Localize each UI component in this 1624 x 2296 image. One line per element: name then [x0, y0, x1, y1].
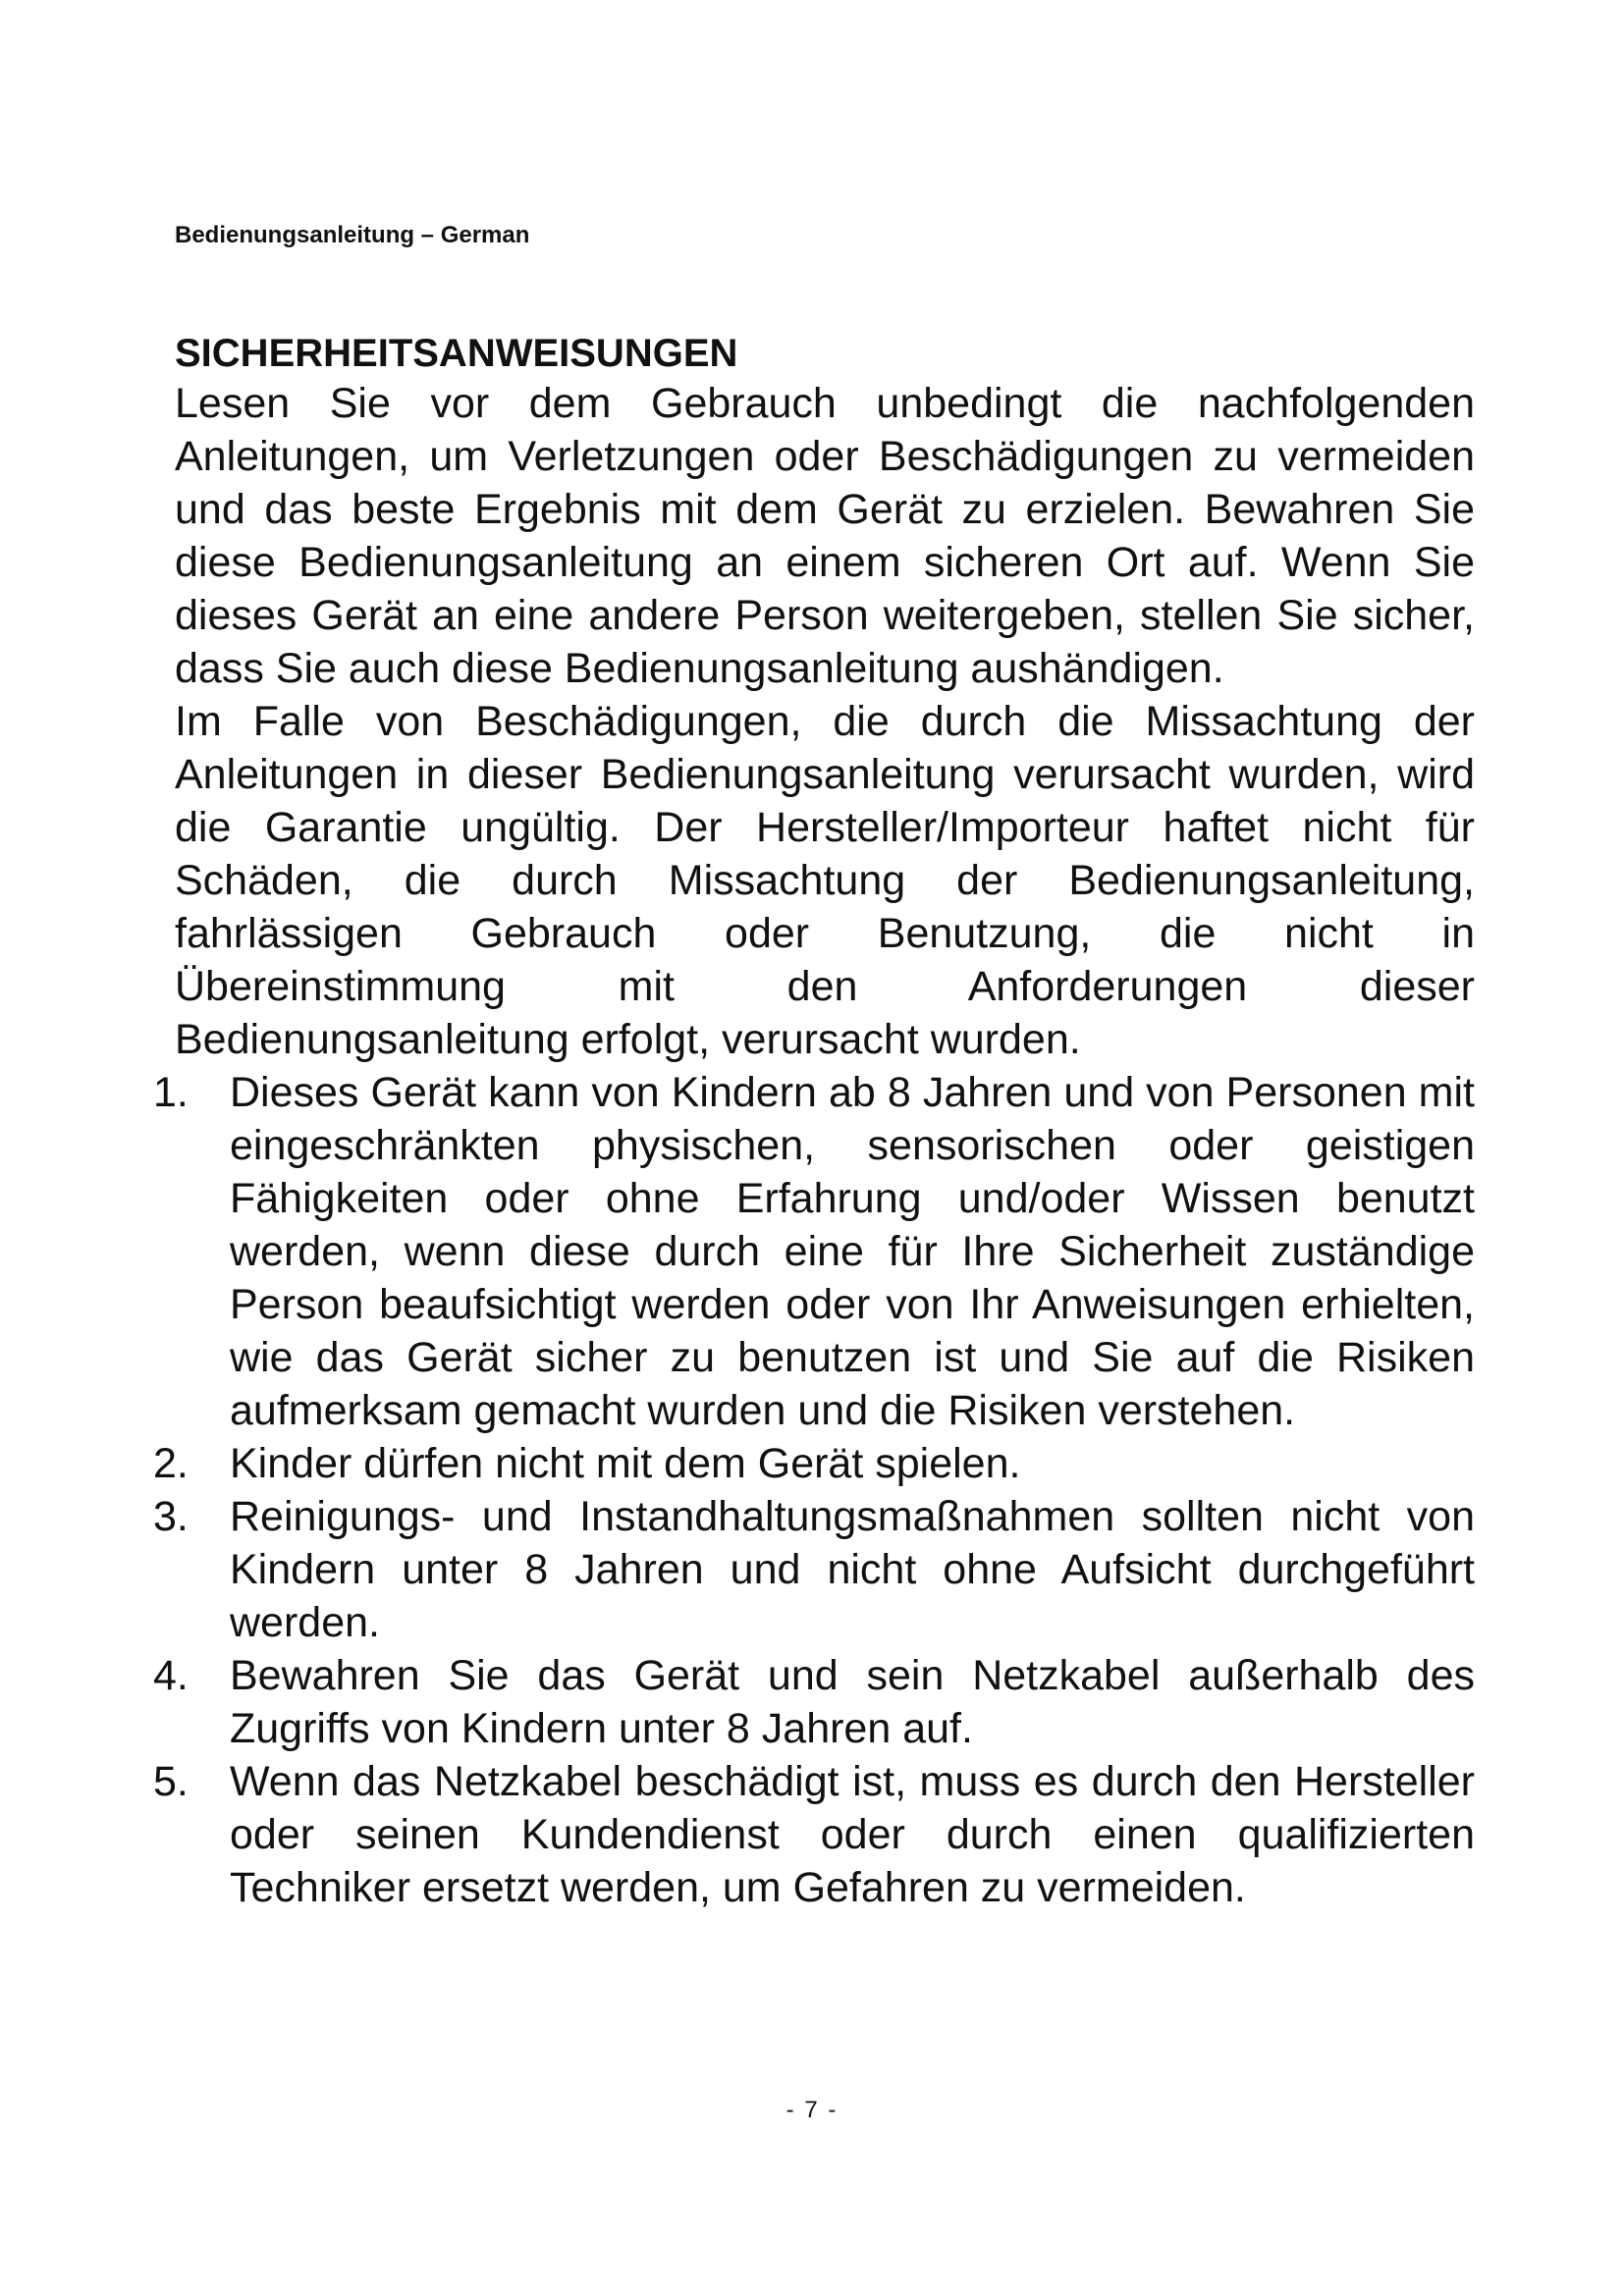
list-item-text: Reinigungs- und Instandhaltungsmaßnahmen sollten nicht von Kindern unter 8 Jahren und nicht ohne Aufsicht durchgeführt werden. — [230, 1493, 1475, 1646]
list-item-text: Bewahren Sie das Gerät und sein Netzkabel außerhalb des Zugriffs von Kindern unter 8 Jahren auf. — [230, 1652, 1475, 1752]
safety-instructions-section — [153, 330, 1475, 1914]
list-item — [153, 1649, 1475, 1755]
list-item — [153, 1490, 1475, 1649]
section-title: SICHERHEITSANWEISUNGEN — [175, 332, 738, 375]
list-item-text: Wenn das Netzkabel beschädigt ist, muss es durch den Hersteller oder seinen Kundendienst oder durch einen qualifizierten Techniker ersetzt werden, um Gefahren zu vermeiden. — [230, 1758, 1475, 1911]
list-item-text: Dieses Gerät kann von Kindern ab 8 Jahren und von Personen mit eingeschränkten physischen, sensorischen oder geistigen Fähigkeiten oder ohne Erfahrung und/oder Wissen benutzt werden, wenn diese durch eine für Ihre Sicherheit zuständige Person beaufsichtigt werden oder von Ihr Anweisungen erhielten, wie das Gerät sicher zu benutzen ist und Sie auf die Risiken aufmerksam gemacht wurden und die Risiken verstehen. — [230, 1069, 1475, 1434]
intro-paragraph: Lesen Sie vor dem Gebrauch unbedingt die nachfolgenden Anleitungen, um Verletzungen oder Beschädigungen zu vermeiden und das beste Ergebnis mit dem Gerät zu erzielen. Bewahren Sie diese Bedienungsanleitung an einem sicheren Ort auf. Wenn Sie dieses Gerät an eine andere Person weitergeben, stellen Sie sicher, dass Sie auch diese Bedienungsanleitung aushändigen. — [175, 380, 1475, 692]
list-item-text: Kinder dürfen nicht mit dem Gerät spielen. — [230, 1440, 1021, 1487]
list-item-number: 4. — [153, 1652, 189, 1699]
document-header-label: Bedienungsanleitung – German — [175, 222, 530, 248]
list-item-number: 2. — [153, 1440, 189, 1487]
page-number: - 7 - — [785, 2097, 839, 2123]
list-item-number: 1. — [153, 1069, 189, 1116]
list-item — [153, 1437, 1475, 1490]
warranty-paragraph: Im Falle von Beschädigungen, die durch die Missachtung der Anleitungen in dieser Bedienungsanleitung verursacht wurden, wird die Garantie ungültig. Der Hersteller/Importeur haftet nicht für Schäden, die durch Missachtung der Bedienungsanleitung, fahrlässigen Gebrauch oder Benutzung, die nicht in Übereinstimmung mit den Anforderungen dieser Bedienungsanleitung erfolgt, verursacht wurden. — [175, 698, 1475, 1063]
list-item — [153, 1066, 1475, 1437]
list-item-number: 5. — [153, 1758, 189, 1805]
list-item — [153, 1755, 1475, 1914]
safety-list — [153, 1066, 1475, 1914]
list-item-number: 3. — [153, 1493, 189, 1540]
